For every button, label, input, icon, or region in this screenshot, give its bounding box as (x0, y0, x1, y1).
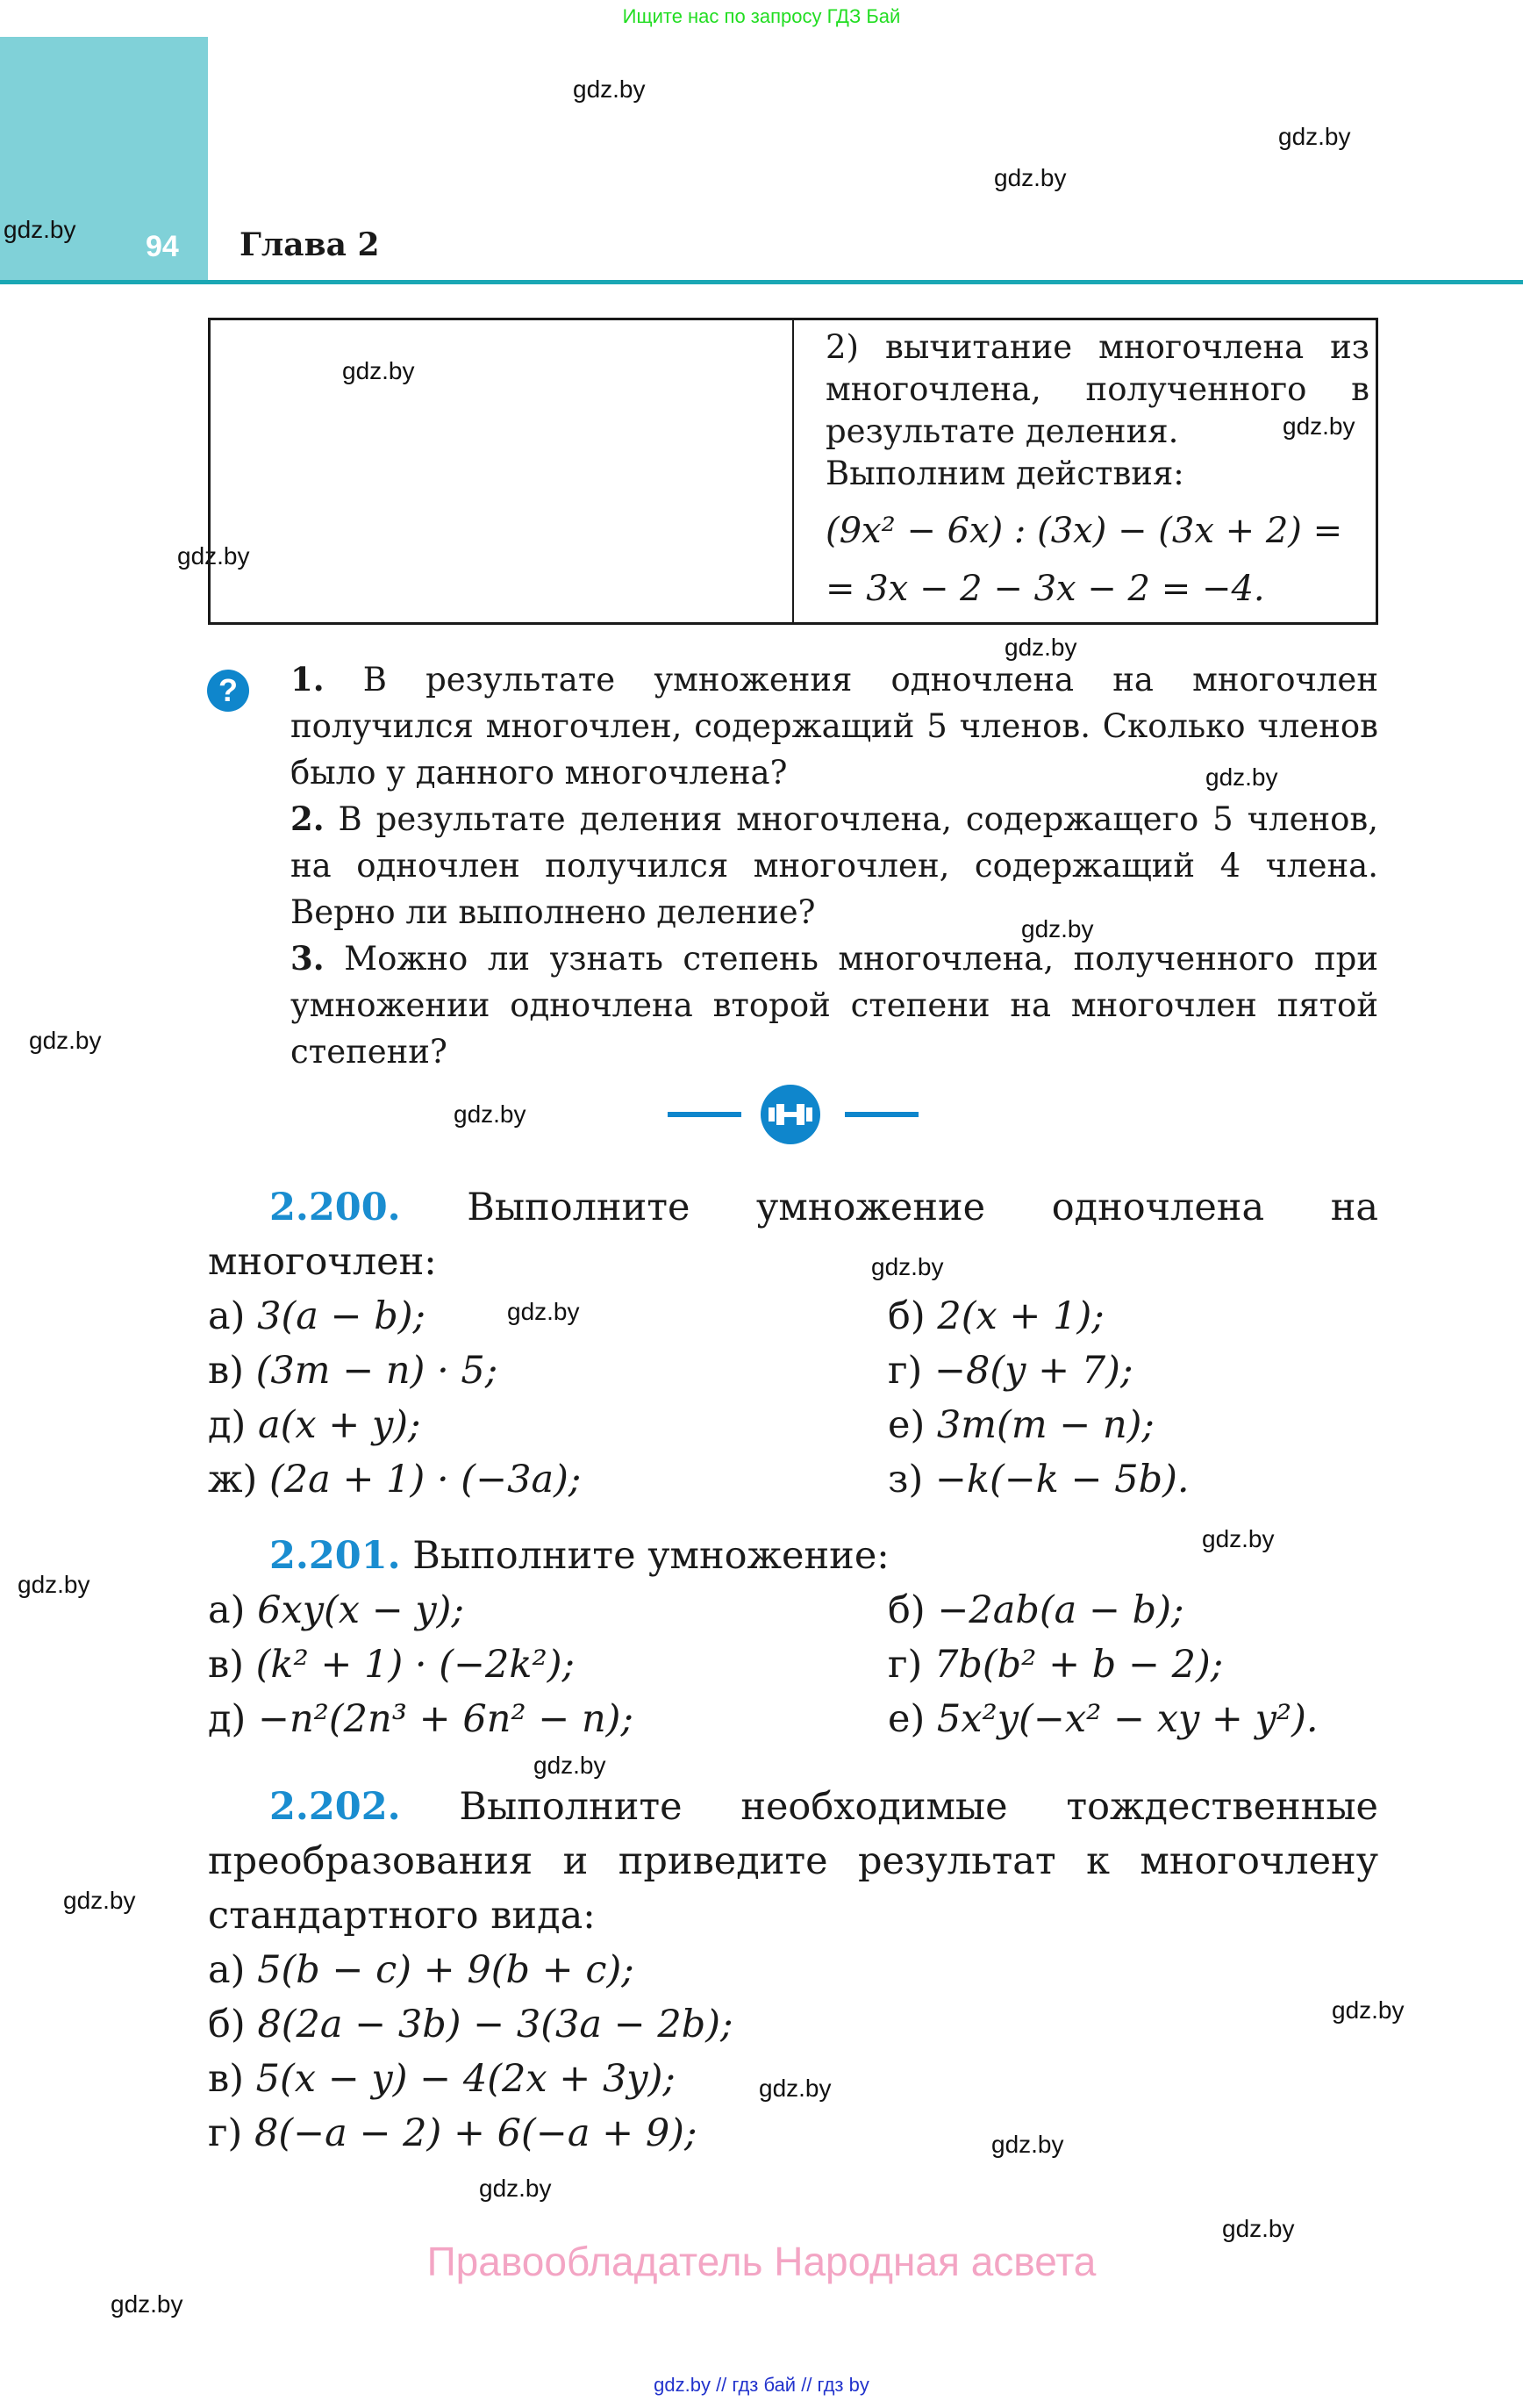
item-label: г) (888, 1349, 923, 1393)
item-label: а) (208, 1294, 246, 1338)
watermark: gdz.by (1332, 1996, 1405, 2024)
math-line-1: (9x² − 6x) : (3x) − (3x + 2) = (826, 511, 1343, 551)
item-label: д) (208, 1697, 247, 1741)
solution-line: результате деления. (826, 412, 1179, 450)
table-divider (792, 318, 794, 625)
item-expr: 2(x + 1); (937, 1294, 1105, 1338)
watermark: gdz.by (4, 216, 76, 243)
item-label: г) (208, 2111, 243, 2155)
item-expr: (2a + 1) · (−3a); (269, 1458, 582, 1501)
top-banner: Ищите нас по запросу ГДЗ Бай (622, 5, 901, 27)
item-label: а) (208, 1948, 246, 1992)
watermark: gdz.by (994, 164, 1067, 191)
item-expr: 5(b − c) + 9(b + c); (257, 1948, 634, 1992)
divider-line-left (668, 1112, 741, 1117)
exercise-number: 2.202. (269, 1785, 401, 1829)
solution-line: Выполним действия: (826, 455, 1184, 492)
question-number: 1. (290, 660, 325, 699)
question-item (290, 656, 1378, 796)
header-rule (0, 280, 1523, 284)
exercise-2-200 (208, 1180, 1378, 1507)
watermark: gdz.by (1205, 763, 1278, 791)
watermark: gdz.by (1202, 1525, 1275, 1552)
watermark: gdz.by (507, 1298, 580, 1325)
footer-links[interactable]: gdz.by // гдз бай // гдз by (654, 2374, 869, 2396)
item-expr: −2ab(a − b); (937, 1588, 1184, 1632)
exercise-number: 2.201. (269, 1534, 401, 1578)
item-label: г) (888, 1643, 923, 1687)
watermark: gdz.by (991, 2131, 1064, 2158)
exercise-2-201 (208, 1529, 1378, 1746)
item-expr: (3m − n) · 5; (255, 1349, 498, 1393)
question-text: Можно ли узнать степень многочлена, полученного при умножении одночлена второй степени на многочлен пятой степени? (290, 940, 1379, 1071)
exercise-title: Выполните необходимые тождественные преобразования и приведите результат к многочлену стандартного вида: (208, 1785, 1379, 1938)
item-expr: 7b(b² + b − 2); (933, 1643, 1224, 1687)
watermark: gdz.by (18, 1571, 90, 1598)
watermark: gdz.by (1278, 123, 1351, 150)
page-number: 94 (146, 230, 179, 263)
item-label: б) (888, 1294, 926, 1338)
exercise-title: Выполните умножение: (412, 1534, 890, 1578)
question-text: В результате умножения одночлена на многочлен получился многочлен, содержащий 5 членов. Сколько членов было у данного многочлена? (290, 661, 1378, 792)
item-label: в) (208, 1349, 244, 1393)
item-label: в) (208, 2057, 244, 2101)
watermark: gdz.by (454, 1100, 526, 1128)
question-text: В результате деления многочлена, содержащего 5 членов, на одночлен получился многочлен, содержащий 4 члена. Верно ли выполнено деление? (290, 800, 1379, 931)
watermark: gdz.by (1222, 2215, 1295, 2242)
item-expr: −n²(2n³ + 6n² − n); (257, 1697, 633, 1741)
watermark: gdz.by (342, 357, 415, 384)
watermark: gdz.by (759, 2075, 832, 2102)
review-questions (290, 656, 1378, 1075)
watermark: gdz.by (111, 2290, 183, 2318)
chapter-title: Глава 2 (240, 226, 380, 263)
question-icon: ? (207, 670, 249, 712)
watermark: gdz.by (1283, 412, 1355, 440)
solution-math (826, 502, 1342, 618)
item-expr: −8(y + 7); (933, 1349, 1133, 1393)
item-expr: 8(−a − 2) + 6(−a + 9); (254, 2111, 697, 2155)
watermark: gdz.by (29, 1027, 102, 1054)
watermark: gdz.by (533, 1752, 606, 1779)
item-label: б) (888, 1588, 926, 1632)
solution-line: многочлена, полученного в (826, 370, 1369, 408)
question-number: 2. (290, 799, 325, 838)
question-item (290, 796, 1378, 935)
watermark: gdz.by (1021, 915, 1094, 942)
item-label: д) (208, 1403, 247, 1447)
watermark: gdz.by (871, 1253, 944, 1280)
item-label: е) (888, 1403, 926, 1447)
item-label: в) (208, 1643, 244, 1687)
watermark: gdz.by (479, 2175, 552, 2202)
question-item (290, 935, 1378, 1075)
item-expr: 5(x − y) − 4(2x + 3y); (255, 2057, 676, 2101)
watermark: gdz.by (177, 542, 250, 570)
watermark: gdz.by (63, 1887, 136, 1914)
item-label: а) (208, 1588, 246, 1632)
item-expr: 3m(m − n); (936, 1403, 1155, 1447)
item-label: б) (208, 2003, 246, 2046)
exercise-number: 2.200. (269, 1186, 401, 1229)
item-expr: (k² + 1) · (−2k²); (255, 1643, 575, 1687)
dumbbell-icon (761, 1085, 820, 1144)
item-expr: −k(−k − 5b). (934, 1458, 1190, 1501)
item-expr: 5x²y(−x² − xy + y²). (936, 1697, 1319, 1741)
exercise-title: Выполните умножение одночлена на многочлен: (208, 1186, 1378, 1284)
item-label: е) (888, 1697, 926, 1741)
item-expr: 8(2a − 3b) − 3(3a − 2b); (257, 2003, 733, 2046)
item-expr: 3(a − b); (257, 1294, 426, 1338)
question-number: 3. (290, 939, 325, 978)
item-expr: 6xy(x − y); (257, 1588, 464, 1632)
exercise-2-202 (208, 1780, 1378, 2161)
divider-line-right (845, 1112, 919, 1117)
item-label: з) (888, 1458, 924, 1501)
math-line-2: = 3x − 2 − 3x − 2 = −4. (826, 569, 1265, 609)
solution-line: 2) вычитание многочлена из (826, 328, 1369, 366)
item-label: ж) (208, 1458, 258, 1501)
watermark: gdz.by (573, 75, 646, 103)
solution-text (826, 326, 1369, 495)
watermark: gdz.by (1005, 634, 1077, 661)
item-expr: a(x + y); (257, 1403, 421, 1447)
copyright-notice: Правообладатель Народная асвета (426, 2239, 1097, 2284)
